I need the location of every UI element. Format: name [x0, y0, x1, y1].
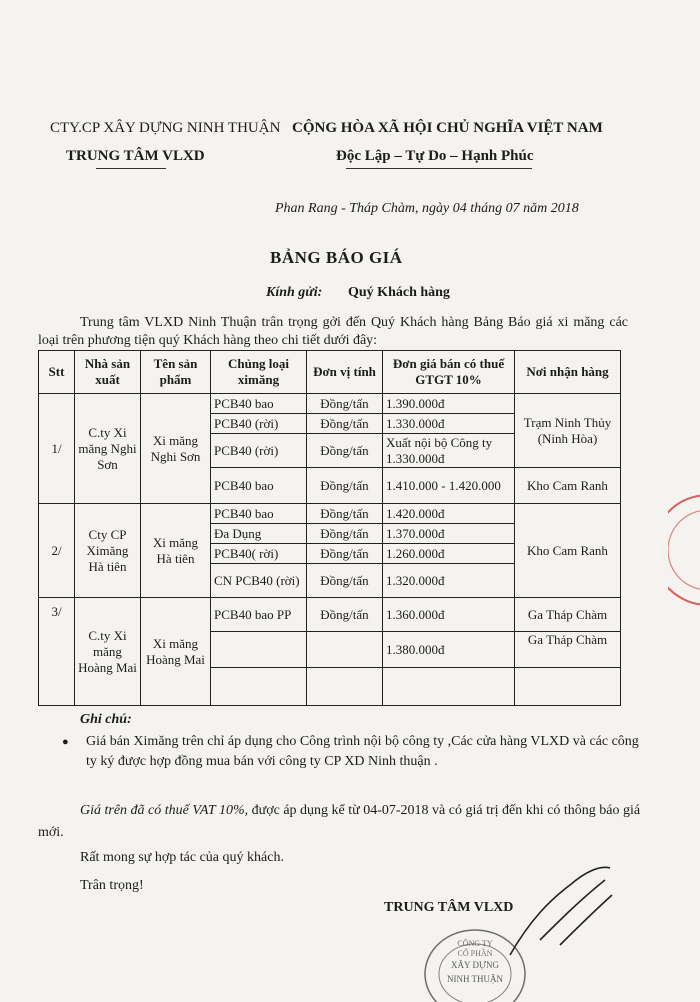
stt-cell: 3/ — [39, 598, 75, 706]
maker-cell: C.ty Xi măng Nghi Sơn — [75, 394, 141, 504]
bullet-icon: ● — [62, 736, 69, 748]
price-cell: 1.320.000đ — [383, 564, 515, 598]
product-cell: Xi măng Nghi Sơn — [141, 394, 211, 504]
price-table — [38, 350, 621, 706]
price-cell: 1.420.000đ — [383, 504, 515, 524]
header-cell: Nơi nhận hàng — [515, 351, 621, 394]
price-cell: 1.410.000 - 1.420.000 — [383, 468, 515, 504]
unit-cell: Đồng/tấn — [307, 414, 383, 434]
motto-underline — [346, 168, 532, 169]
empty-cell — [515, 668, 621, 706]
type-cell: CN PCB40 (rời) — [211, 564, 307, 598]
notes-title: Ghi chú: — [80, 712, 132, 727]
unit-cell: Đồng/tấn — [307, 598, 383, 632]
header-cell: Tên sản phẩm — [141, 351, 211, 394]
type-cell: PCB40 bao — [211, 468, 307, 504]
empty-cell — [211, 668, 307, 706]
table-row — [39, 598, 621, 632]
header-cell: Đơn giá bán có thuế GTGT 10% — [383, 351, 515, 394]
validity-italic: Giá trên đã có thuế VAT 10%, — [80, 803, 249, 818]
header-cell: Chủng loại ximăng — [211, 351, 307, 394]
thanks-line: Rất mong sự hợp tác của quý khách. — [80, 850, 284, 865]
header-cell: Stt — [39, 351, 75, 394]
header-cell: Đơn vị tính — [307, 351, 383, 394]
price-cell: 1.390.000đ — [383, 394, 515, 414]
signer-title: TRUNG TÂM VLXD — [384, 900, 514, 915]
empty-cell — [383, 668, 515, 706]
recipient-value: Quý Khách hàng — [348, 285, 450, 300]
type-cell: PCB40 bao — [211, 394, 307, 414]
validity-rest: được áp dụng kể từ 04-07-2018 và có giá trị đến khi có thông báo giá mới. — [38, 803, 641, 840]
red-stamp-edge — [668, 490, 700, 610]
place-cell: Kho Cam Ranh — [515, 468, 621, 504]
stt-cell: 1/ — [39, 394, 75, 504]
type-cell: PCB40( rời) — [211, 544, 307, 564]
stamp-line: XÂY DỰNG — [451, 960, 499, 970]
type-cell: Đa Dụng — [211, 524, 307, 544]
price-cell: 1.330.000đ — [383, 414, 515, 434]
stt-cell: 2/ — [39, 504, 75, 598]
notes-text: Giá bán Ximăng trên chỉ áp dụng cho Công trình nội bộ công ty ,Các cửa hàng VLXD và các công ty ký được hợp đồng mua bán với công ty CP XD Ninh thuận . — [86, 734, 639, 769]
document-title: BẢNG BÁO GIÁ — [270, 248, 403, 267]
unit-cell: Đồng/tấn — [307, 524, 383, 544]
table-row — [39, 394, 621, 414]
price-cell: 1.370.000đ — [383, 524, 515, 544]
place-cell: Ga Tháp Chàm — [515, 632, 621, 668]
table-row — [39, 504, 621, 524]
unit-cell: Đồng/tấn — [307, 394, 383, 414]
company-name: CTY.CP XÂY DỰNG NINH THUẬN — [50, 120, 281, 136]
stamp-line: NINH THUẬN — [446, 974, 504, 984]
regards-line: Trân trọng! — [80, 878, 144, 893]
type-cell — [211, 632, 307, 668]
validity-paragraph — [38, 800, 648, 844]
price-cell: 1.380.000đ — [383, 632, 515, 668]
unit-cell — [307, 632, 383, 668]
place-cell: Kho Cam Ranh — [515, 504, 621, 598]
stamp-line: CỔ PHẦN — [457, 949, 493, 958]
recipient-label: Kính gửi: — [266, 285, 323, 300]
price-cell: Xuất nội bộ Công ty 1.330.000đ — [383, 434, 515, 468]
header-cell: Nhà sản xuất — [75, 351, 141, 394]
table-header-row — [39, 351, 621, 394]
unit-cell: Đồng/tấn — [307, 468, 383, 504]
maker-cell: C.ty Xi măng Hoàng Mai — [75, 598, 141, 706]
place-cell: Trạm Ninh Thủy (Ninh Hòa) — [515, 394, 621, 468]
unit-cell: Đồng/tấn — [307, 544, 383, 564]
type-cell: PCB40 (rời) — [211, 434, 307, 468]
price-cell: 1.260.000đ — [383, 544, 515, 564]
unit-cell: Đồng/tấn — [307, 504, 383, 524]
product-cell: Xi măng Hoàng Mai — [141, 598, 211, 706]
place-cell: Ga Tháp Chàm — [515, 598, 621, 632]
price-cell: 1.360.000đ — [383, 598, 515, 632]
unit-cell: Đồng/tấn — [307, 434, 383, 468]
type-cell: PCB40 bao PP — [211, 598, 307, 632]
org-underline — [96, 168, 166, 169]
product-cell: Xi măng Hà tiên — [141, 504, 211, 598]
intro-paragraph: Trung tâm VLXD Ninh Thuận trân trọng gởi đến Quý Khách hàng Bảng Báo giá xi măng các loại trên phương tiện quý Khách hàng theo chi tiết dưới đây: — [38, 315, 628, 348]
unit-cell: Đồng/tấn — [307, 564, 383, 598]
department-name: TRUNG TÂM VLXD — [66, 148, 205, 164]
stamp-line: CÔNG TY — [457, 939, 493, 948]
handwritten-signature — [500, 860, 620, 970]
national-motto: Độc Lập – Tự Do – Hạnh Phúc — [336, 148, 534, 164]
document-date: Phan Rang - Tháp Chàm, ngày 04 tháng 07 năm 2018 — [275, 201, 579, 216]
type-cell: PCB40 bao — [211, 504, 307, 524]
type-cell: PCB40 (rời) — [211, 414, 307, 434]
national-title: CỘNG HÒA XÃ HỘI CHỦ NGHĨA VIỆT NAM — [292, 120, 603, 136]
empty-cell — [307, 668, 383, 706]
maker-cell: Cty CP Ximăng Hà tiên — [75, 504, 141, 598]
